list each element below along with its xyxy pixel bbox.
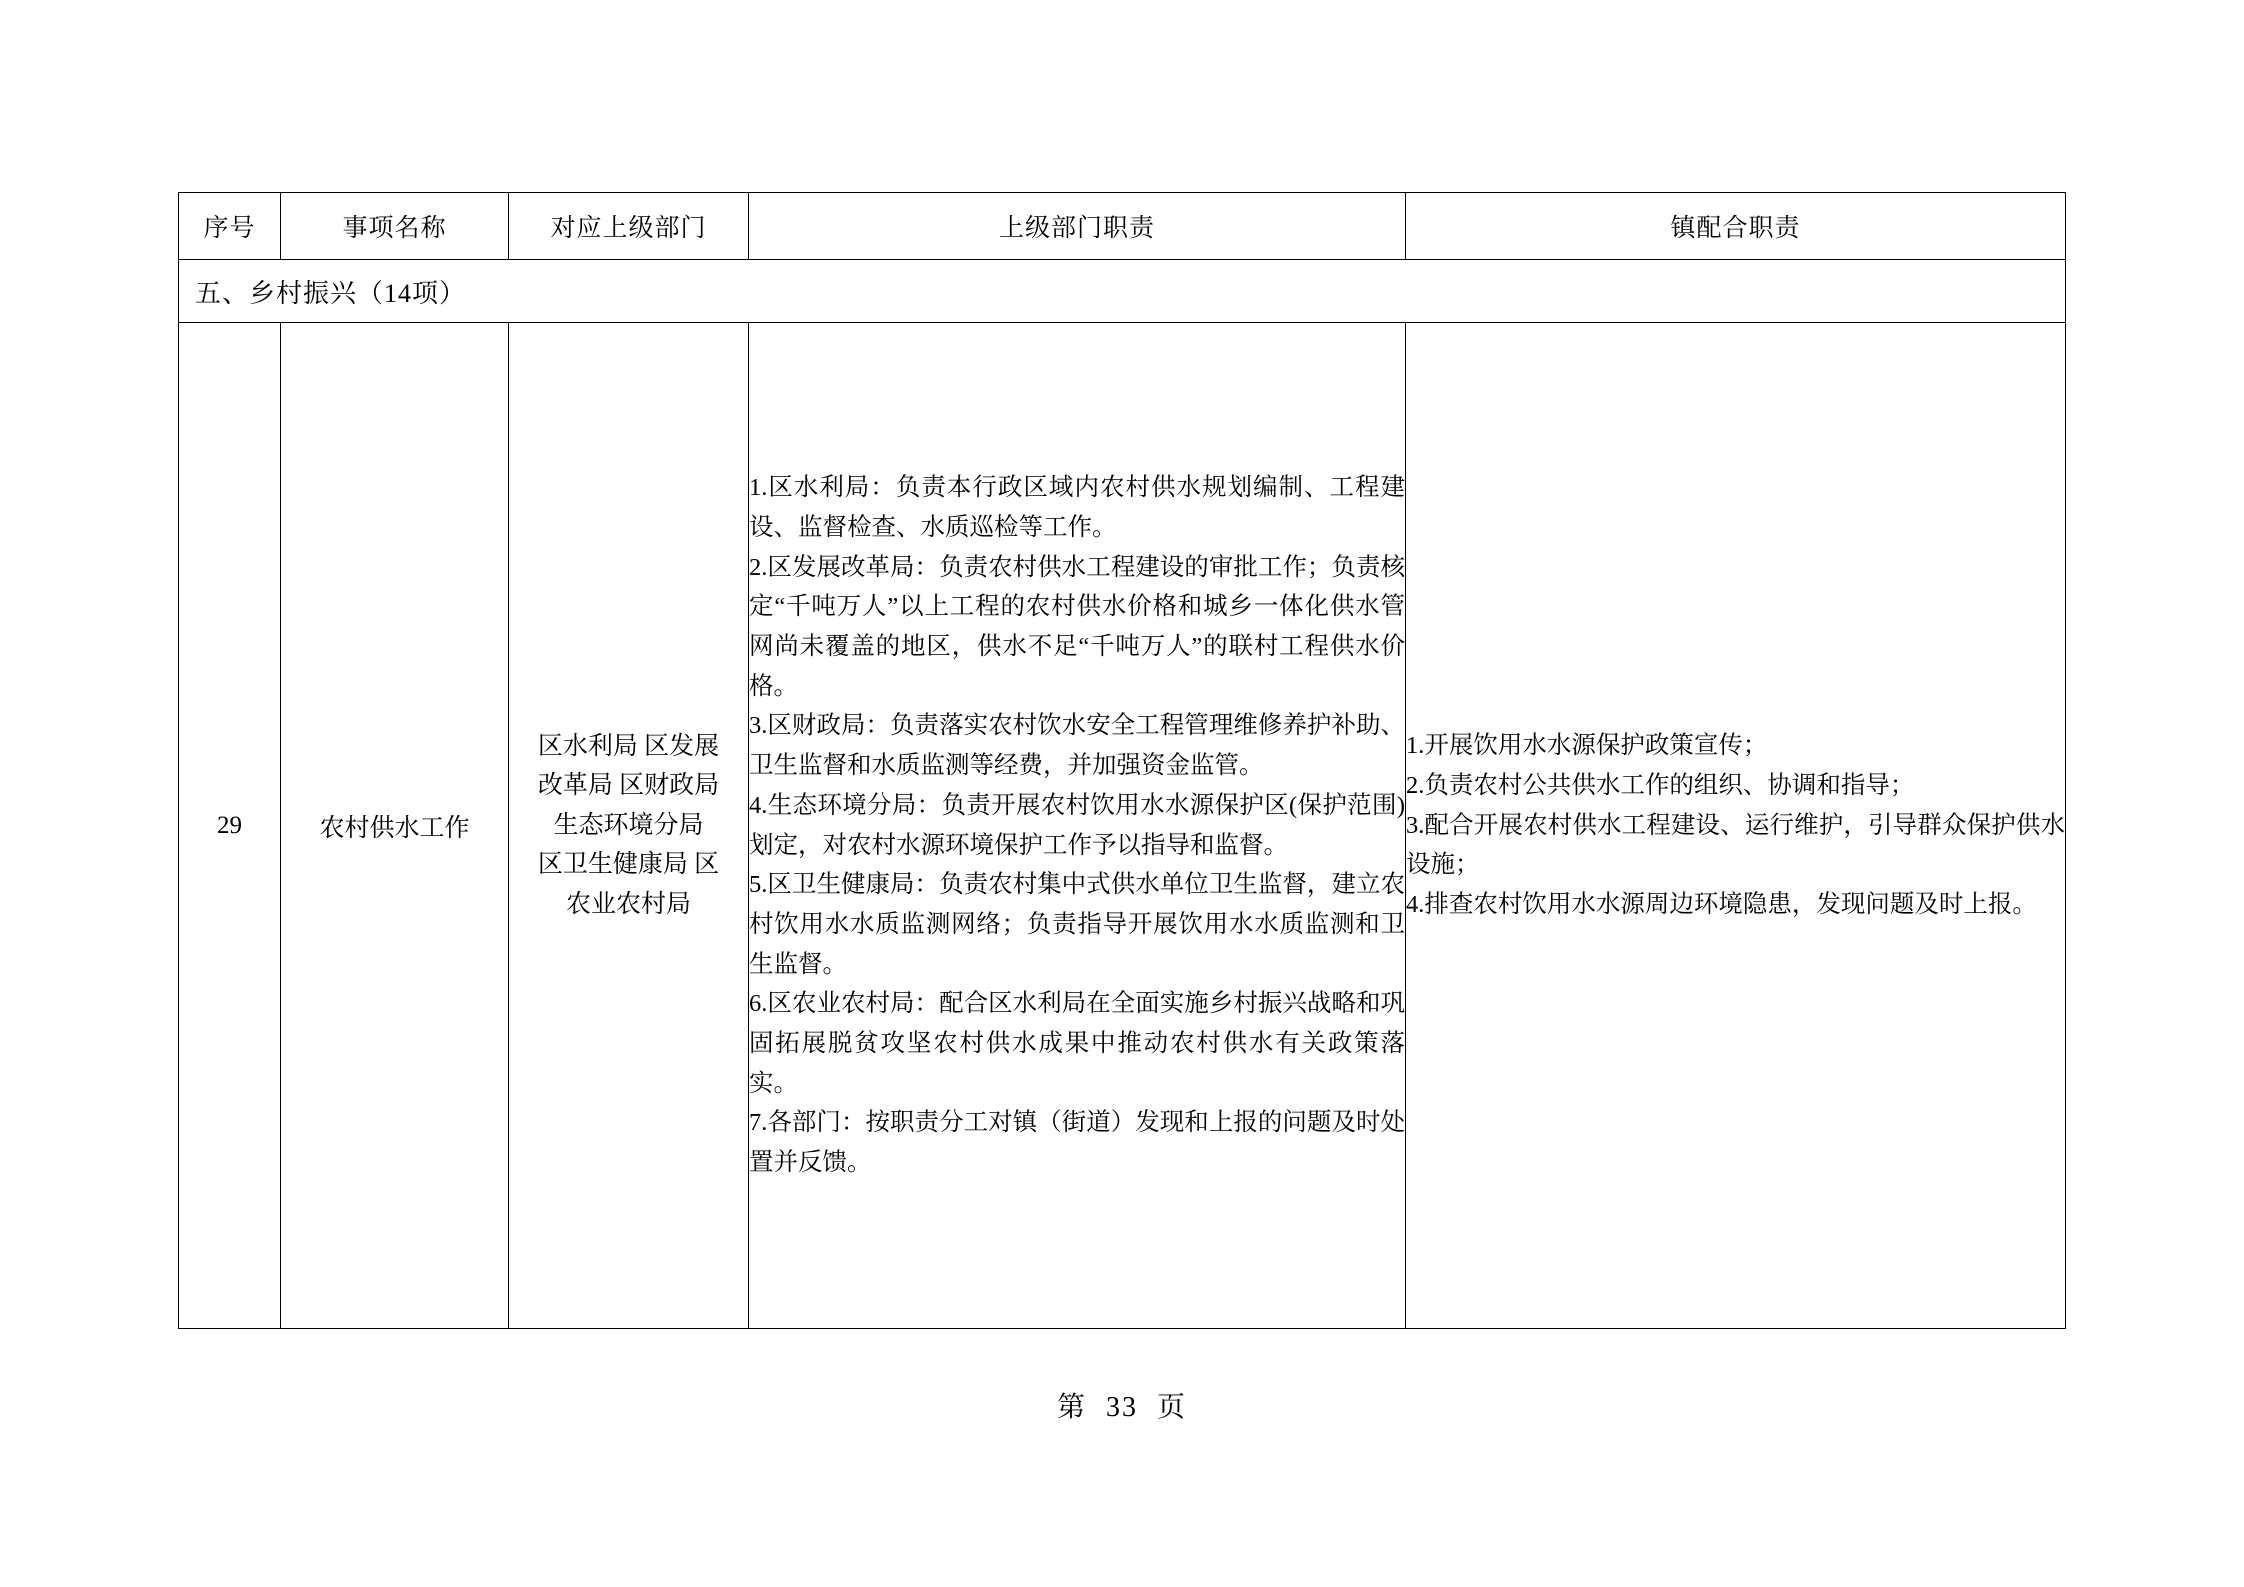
town-duty-item: 2.负责农村公共供水工作的组织、协调和指导； [1406, 771, 1915, 799]
duty-item: 4.生态环境分局：负责开展农村饮用水水源保护区(保护范围)划定，对农村水源环境保护工作予以指导和监督。 [749, 791, 1405, 859]
responsibility-table [178, 192, 2066, 1329]
row-departments [509, 323, 749, 1329]
town-duty-item: 3.配合开展农村供水工程建设、运行维护，引导群众保护供水设施； [1406, 811, 2065, 879]
department-line: 农业农村局 [565, 890, 691, 918]
page-footer [0, 1385, 2244, 1425]
duty-item: 1.区水利局：负责本行政区域内农村供水规划编制、工程建设、监督检查、水质巡检等工作。 [749, 474, 1405, 541]
column-header-town-duties: 镇配合职责 [1406, 193, 2066, 260]
row-item-name: 农村供水工作 [281, 323, 509, 1329]
column-header-index: 序号 [179, 193, 281, 260]
duty-item: 7.各部门：按职责分工对镇（街道）发现和上报的问题及时处置并反馈。 [749, 1109, 1405, 1176]
row-upper-duties [749, 323, 1406, 1329]
footer-prefix: 第 [1056, 1392, 1087, 1423]
department-line: 改革局 区财政局 [537, 772, 720, 800]
department-line: 区水利局 区发展 [537, 732, 720, 760]
duty-item: 5.区卫生健康局：负责农村集中式供水单位卫生监督，建立农村饮用水水质监测网络；负责指导开展饮用水水质监测和卫生监督。 [749, 871, 1405, 978]
duty-item: 6.区农业农村局：配合区水利局在全面实施乡村振兴战略和巩固拓展脱贫攻坚农村供水成果中推动农村供水有关政策落实。 [749, 990, 1405, 1097]
town-duty-item: 4.排查农村饮用水水源周边环境隐患，发现问题及时上报。 [1406, 891, 2037, 919]
page-number: 33 [1106, 1392, 1138, 1423]
table-header-row [179, 193, 2066, 260]
footer-suffix: 页 [1157, 1392, 1188, 1423]
town-duty-item: 1.开展饮用水水源保护政策宣传； [1406, 732, 1768, 760]
row-town-duties [1406, 323, 2066, 1329]
section-title: 五、乡村振兴（14项） [179, 260, 2066, 323]
column-header-item-name: 事项名称 [281, 193, 509, 260]
row-index: 29 [179, 323, 281, 1329]
table-row [179, 323, 2066, 1329]
duty-item: 3.区财政局：负责落实农村饮水安全工程管理维修养护补助、卫生监督和水质监测等经费，并加强资金监管。 [749, 712, 1405, 780]
duty-item: 2.区发展改革局：负责农村供水工程建设的审批工作；负责核定“千吨万人”以上工程的农村供水价格和城乡一体化供水管网尚未覆盖的地区，供水不足“千吨万人”的联村工程供水价格。 [749, 553, 1405, 700]
column-header-upper-duties: 上级部门职责 [749, 193, 1406, 260]
column-header-departments: 对应上级部门 [509, 193, 749, 260]
section-title-row [179, 260, 2066, 323]
department-line: 生态环境分局 [553, 811, 704, 839]
department-line: 区卫生健康局 区 [537, 851, 720, 879]
